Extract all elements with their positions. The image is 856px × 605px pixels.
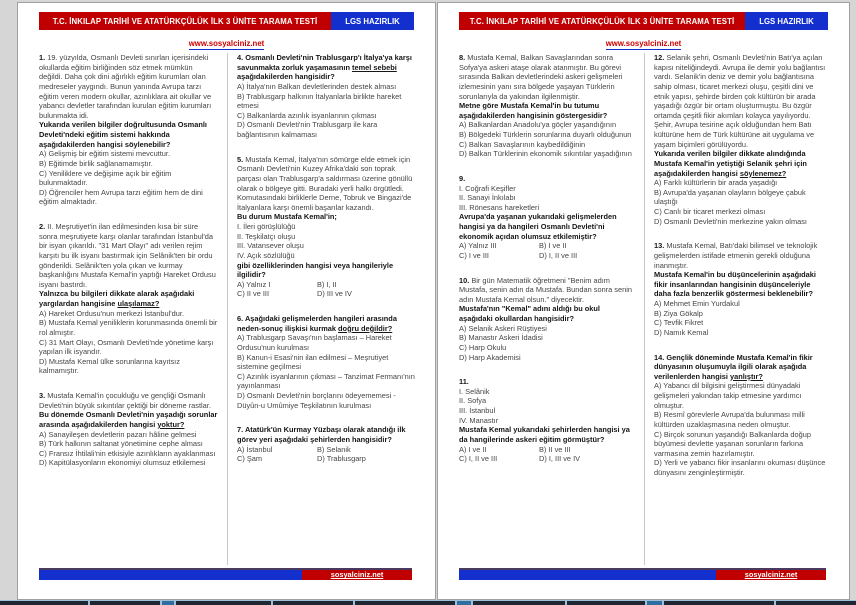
- option-a: A) Selanik Askeri Rüştiyesi: [459, 323, 547, 333]
- roman-item: III. İstanbul: [459, 406, 496, 415]
- footer-blue-band: [459, 570, 716, 580]
- option-d: D) Osmanlı Devleti'nin merkezine yakın olması: [654, 216, 807, 226]
- roman-item: IV. Açık sözlülüğü: [237, 250, 295, 260]
- taskbar-segment[interactable]: [457, 601, 471, 605]
- question-stem: Yukarıda verilen bilgiler dikkate alındığında Mustafa Kemal'in yetiştiği Selanik şehri için aşağıdakilerden hangisi söylenemez?: [654, 149, 807, 178]
- header-url-line: [438, 33, 849, 51]
- question-stem: Bu dönemde Osmanlı Devleti'nin yaşadığı sorunlar arasında aşağıdakilerden hangisi yoktur?: [39, 410, 218, 429]
- question-body: 10. Bir gün Matematik öğretmeni "Benim adım Mustafa, senin adın da Mustafa. Bundan sonra senin adın Mustafa Kemal olsun." diyecektir.: [459, 275, 632, 304]
- option-d: D) Osmanlı Devleti'nin borçlarını ödeyememesi - Düyûn-u Umûmiye Teşkilatının kurulması: [237, 391, 396, 410]
- footer-site-link[interactable]: sosyalciniz.net: [330, 570, 384, 580]
- question-number: 9.: [459, 173, 466, 183]
- page-1-column-2: [227, 53, 415, 565]
- taskbar-segment[interactable]: [355, 601, 455, 605]
- option-a: A) Trablusgarp Savaşı'nın başlaması – Hareket Ordusu'nun kurulması: [237, 333, 392, 352]
- question-stem: 7. Atatürk'ün Kurmay Yüzbaşı olarak atandığı ilk görev yeri aşağıdaki şehirlerden hangisidir?: [237, 425, 406, 444]
- option-b: B) Bölgedeki Türklerin sorunlarına duyarlı olduğunun: [459, 130, 632, 139]
- footer-red-band: [302, 570, 412, 580]
- page-footer: [459, 568, 826, 580]
- question-stem: Mustafa'nın "Kemal" adını aldığı bu okul aşağıdaki okullardan hangisidir?: [459, 304, 600, 323]
- question-10: [459, 276, 635, 363]
- roman-item: I. Coğrafi Keşifler: [459, 183, 516, 193]
- option-b: B) Türk halkının saltanat yönetimine cephe alması: [39, 439, 203, 449]
- question-13: [654, 241, 829, 337]
- option-d: D) Kapitülasyonların ekonomiyi olumsuz etkilemesi: [39, 458, 206, 468]
- options-grid: [459, 241, 635, 260]
- option-c: C) Fransız İhtilali'nin etkisiyle azınlıkların ayaklanması: [39, 448, 216, 458]
- option-a: A) İstanbul: [237, 444, 273, 454]
- options-grid: [237, 445, 415, 464]
- option-c: C) Harp Okulu: [459, 342, 507, 352]
- option-d: D) Balkan Türklerinin ekonomik sıkıntılar yaşadığının: [459, 149, 632, 159]
- test-title: T.C. İNKILAP TARİHİ VE ATATÜRKÇÜLÜK İLK 3 ÜNİTE TARAMA TESTİ: [459, 12, 745, 30]
- option-a: A) Gelişmiş bir eğitim sistemi mevcuttur.: [39, 149, 171, 159]
- question-8: [459, 53, 635, 159]
- option-b: B) Ziya Gökalp: [654, 308, 703, 318]
- question-body: 2. II. Meşrutiyet'in ilan edilmesinden kısa bir süre sonra meşrutiyete karşı olanlar tarafından İstanbul'da bir isyan çıkarıldı. "31 Mart Olayı" adı verilen rejim karşıtı bu ilk isyanı bastırmak için Selânik'ten bir ordu gönderildi. Selânik'ten yola çıkan ve kurmay başkanlığını Mustafa Kemal'in yaptığı Hareket Ordusu isyanı bastırdı.: [39, 222, 216, 289]
- page-1-column-1: [39, 53, 227, 565]
- question-stem: 6. Aşağıdaki gelişmelerden hangileri arasında neden-sonuç ilişkisi kurmak doğru değildir?: [237, 314, 397, 333]
- taskbar-segment[interactable]: [0, 601, 88, 605]
- option-d: D) Yerli ve yabancı fikir insanlarını okuması düşünce dünyasını zenginleştirmiştir.: [654, 458, 826, 477]
- option-a: A) Mehmet Emin Yurdakul: [654, 299, 740, 308]
- question-body: 13. Mustafa Kemal, Batı'daki bilimsel ve teknolojik gelişmelerden istifade etmenin gerekli olduğuna inanmıştır.: [654, 241, 818, 270]
- option-c: C) Yeniliklere ve değişime açık bir eğitim bulunmaktadır.: [39, 168, 172, 188]
- option-d: D) I, III ve IV: [539, 454, 581, 464]
- option-b: B) Eğitimde birlik sağlanamamıştır.: [39, 158, 153, 168]
- site-url-link[interactable]: www.sosyalciniz.net: [188, 39, 265, 48]
- header-url-line: [18, 33, 435, 51]
- roman-item: I. Selânik: [459, 386, 490, 396]
- taskbar-segment[interactable]: [162, 601, 174, 605]
- option-a: A) Yabancı dil bilgisini geliştirmesi dünyadaki gelişmeleri yakından takip etmesine yardımcı olmuştur.: [654, 381, 802, 410]
- question-9: [459, 174, 635, 261]
- page-2-column-2: [644, 53, 829, 565]
- footer-blue-band: [39, 570, 302, 580]
- taskbar-segment[interactable]: [664, 601, 774, 605]
- question-stem: Mustafa Kemal'in bu düşüncelerinin aşağıdaki fikir insanlarından hangisinin düşünceleriyle daha fazla benzerlik göstermesi beklenebilir?: [654, 270, 816, 299]
- test-page-2: [437, 2, 850, 600]
- option-c: C) Azınlık isyanlarının çıkması – Tanzimat Fermanı'nın yayınlanması: [237, 371, 415, 391]
- question-stem: Yukarıda verilen bilgiler doğrultusunda Osmanlı Devleti'ndeki eğitim sistemi hakkında aşağıdakilerden hangisi söylenebilir?: [39, 120, 207, 149]
- option-c: C) Tevfik Fikret: [654, 318, 704, 328]
- page-2-column-1: [459, 53, 644, 565]
- option-c: C) Balkan Savaşlarının kaybedildiğinin: [459, 139, 586, 149]
- option-a: A) I ve II: [459, 444, 487, 454]
- taskbar-segment[interactable]: [176, 601, 272, 605]
- option-b: B) Trablusgarp halkının İtalyanlarla birlikte hareket etmesi: [237, 91, 402, 111]
- roman-item: II. Sanayi İnkılabı: [459, 193, 516, 203]
- question-body: 5. Mustafa Kemal, İtalya'nın sömürge elde etmek için Osmanlı Devleti'nin Kuzey Afrika'daki son toprak parçası olan Trablusgarp'a saldırması üzerine gönüllü olarak o bölgeye gitti. Buradaki yerli halkı örgütledi. Komutasındaki birliklerle Derne, Tobruk ve Bingazi'de İtalyanlara karşı önemli başarılar kazandı.: [237, 154, 413, 212]
- option-a: A) Yalnız I: [237, 279, 271, 289]
- roman-item: I. İleri görüşlülüğü: [237, 222, 296, 231]
- question-12: [654, 53, 829, 226]
- test-title: T.C. İNKILAP TARİHİ VE ATATÜRKÇÜLÜK İLK 3 ÜNİTE TARAMA TESTİ: [39, 12, 331, 30]
- question-number: 11.: [459, 377, 469, 387]
- question-2: [39, 222, 218, 376]
- option-b: B) I ve II: [539, 241, 567, 251]
- option-d: D) Öğrenciler hem Avrupa tarzı eğitim hem de dini eğitim almaktadır.: [39, 187, 203, 207]
- question-11: [459, 377, 635, 464]
- taskbar-segment[interactable]: [647, 601, 663, 605]
- question-14: [654, 353, 829, 478]
- roman-item: III. Rönesans hareketleri: [459, 202, 540, 212]
- question-body: 1. 19. yüzyılda, Osmanlı Devleti sınırları içerisindeki okullarda eğitim birliğinden söz etmek mümkün değildi. Daha çok dini ağırlıklı eğitim kurumları olan medreseler yaygındı. Bunun yanında Avrupa tarzı eğitim veren modern okullar, azınlıklara ait okullar ve yabancı devletler tarafından kurulan eğitim kurumları bulunmakta idi.: [39, 53, 212, 120]
- question-stem: 4. Osmanlı Devleti'nin Trablusgarp'ı İtalya'ya karşı savunmakta zorluk yaşamasının temel sebebi aşağıdakilerden hangisidir?: [237, 53, 412, 82]
- footer-site-link[interactable]: sosyalciniz.net: [744, 570, 798, 580]
- question-stem: Metne göre Mustafa Kemal'in bu tutumu aşağıdakilerden hangisinin göstergesidir?: [459, 101, 608, 120]
- question-3: [39, 391, 218, 468]
- option-c: C) I ve III: [459, 250, 489, 260]
- roman-item: II. Sofya: [459, 396, 487, 406]
- option-d: D) Osmanlı Devleti'nin Trablusgarp ile kara bağlantısının kalmaması: [237, 120, 378, 139]
- question-stem: Avrupa'da yaşanan yukarıdaki gelişmelerden hangisi ya da hangileri Osmanlı Devleti'ni ekonomik açıdan olumsuz etkilemiştir?: [459, 212, 617, 241]
- question-7: [237, 425, 415, 464]
- question-body: 8. Mustafa Kemal, Balkan Savaşlarından sonra Sofya'ya askeri ataşe olarak atanmıştır. Bu görevi sırasında Balkan devletlerindeki askeri gelişmeleri izlemesinin yanı sıra bölgede yaşayan Türklerin sorunlarıyla da yakından ilgilenmiştir.: [459, 53, 623, 101]
- test-page-1: [17, 2, 436, 600]
- option-d: D) Harp Akademisi: [459, 352, 521, 362]
- footer-red-band: [716, 570, 826, 580]
- option-c: C) II ve III: [237, 289, 270, 299]
- options-grid: [459, 445, 635, 464]
- option-c: C) I, II ve III: [459, 454, 498, 464]
- option-c: C) Canlı bir ticaret merkezi olması: [654, 207, 766, 216]
- option-d: D) I, II ve III: [539, 250, 578, 260]
- roman-item: III. Vatansever oluşu: [237, 241, 304, 251]
- option-d: D) Mustafa Kemal ülke sorunlarına kayıtsız kalmamıştır.: [39, 356, 180, 376]
- option-b: B) Mustafa Kemal yeniliklerin korunmasında önemli bir rol almıştır.: [39, 318, 218, 337]
- question-5: [237, 155, 415, 299]
- option-b: B) Resmî görevlerle Avrupa'da bulunması milli kültürden uzaklaşmasına neden olmuştur.: [654, 410, 805, 429]
- question-stem: Yalnızca bu bilgileri dikkate alarak aşağıdaki yargılardan hangisine ulaşılamaz?: [39, 289, 195, 308]
- taskbar-segment[interactable]: [273, 601, 353, 605]
- question-4: [237, 53, 415, 140]
- taskbar-segment[interactable]: [473, 601, 565, 605]
- option-b: B) Manastır Askeri İdadisi: [459, 333, 543, 343]
- taskbar-segment[interactable]: [90, 601, 160, 605]
- question-stem: gibi özelliklerinden hangisi veya hangileriyle ilgilidir?: [237, 260, 394, 280]
- options-grid: [237, 280, 415, 299]
- option-b: B) Avrupa'da yaşanan olayların bölgeye çabuk ulaştığı: [654, 187, 806, 207]
- taskbar-strip[interactable]: [0, 600, 856, 605]
- question-body: 3. Mustafa Kemal'in çocukluğu ve gençliği Osmanlı Devleti'nin büyük sıkıntılar çektiği bir döneme rastlar.: [39, 391, 211, 410]
- option-a: A) Sanayileşen devletlerin pazarı hâline gelmesi: [39, 429, 197, 439]
- page-header: [39, 12, 414, 30]
- question-lead: Bu durum Mustafa Kemal'in;: [237, 212, 337, 222]
- option-b: B) I, II: [317, 279, 337, 289]
- page-1-columns: [39, 53, 415, 565]
- option-c: C) Şam: [237, 454, 263, 464]
- page-header: [459, 12, 828, 30]
- roman-item: IV. Manastır: [459, 415, 499, 425]
- option-a: A) Yalnız III: [459, 241, 497, 251]
- option-a: A) Balkanlardan Anadolu'ya göçler yaşandığının: [459, 120, 617, 130]
- lgs-badge: LGS HAZIRLIK: [745, 12, 828, 30]
- page-footer: [39, 568, 412, 580]
- option-c: C) Birçok sorunun yaşandığı Balkanlarda doğup büyümesi devlette yaşanan sorunların farkına varmasına zemin hazırlamıştır.: [654, 429, 811, 458]
- question-body: 12. Selanik şehri, Osmanlı Devleti'nin Batı'ya açılan kapısı niteliğindeydi. Avrupa ile demir yolu bağlantısı vardı. Selanik'in deniz ve demir yolu bağlantısına sahip olması, ticaret merkezi oluşu, çeşitli dini ve etnik yapısı, şehirde birden çok kültürün bir arada yaşadığı özgür bir ortam oluşturmuştu. Bu özgür ortamda çeşitli fikir akımları kolayca yayılıyordu. Şehir, Avrupa tesirine açık olduğundan hem Batı kültürüne hem de Türk kültürüne ait uygulama ve yaşam biçimleri görülüyordu.: [654, 53, 826, 149]
- option-a: A) Farklı kültürlerin bir arada yaşadığı: [654, 178, 778, 188]
- option-d: D) Trablusgarp: [317, 454, 366, 464]
- option-d: D) III ve IV: [317, 289, 352, 299]
- taskbar-segment[interactable]: [567, 601, 645, 605]
- option-d: D) Namık Kemal: [654, 327, 709, 337]
- option-b: B) II ve III: [539, 444, 571, 454]
- page-2-columns: [459, 53, 829, 565]
- option-b: B) Kanun-i Esasi'nin ilan edilmesi – Meşrutiyet sistemine geçilmesi: [237, 352, 389, 372]
- lgs-badge: LGS HAZIRLIK: [331, 12, 414, 30]
- question-stem: Mustafa Kemal yukarıdaki şehirlerden hangisi ya da hangilerinde askeri eğitim görmüştür?: [459, 425, 630, 444]
- option-a: A) İtalya'nın Balkan devletlerinden destek alması: [237, 81, 397, 91]
- option-c: C) Balkanlarda azınlık isyanlarının çıkması: [237, 110, 377, 120]
- site-url-link[interactable]: www.sosyalciniz.net: [605, 39, 682, 48]
- taskbar-segment[interactable]: [776, 601, 856, 605]
- question-6: [237, 314, 415, 410]
- option-b: B) Selanik: [317, 444, 351, 454]
- option-a: A) Hareket Ordusu'nun merkezi İstanbul'dur.: [39, 308, 184, 318]
- option-c: C) 31 Mart Olayı, Osmanlı Devleti'nde yönetime karşı yapılan ilk isyandır.: [39, 337, 214, 357]
- roman-item: II. Teşkilatçı oluşu: [237, 231, 296, 241]
- question-stem: 14. Gençlik döneminde Mustafa Kemal'in fikir dünyasının oluşumuyla ilgili olarak aşağıda verilenlerden hangisi yanlıştır?: [654, 352, 813, 381]
- question-1: [39, 53, 218, 207]
